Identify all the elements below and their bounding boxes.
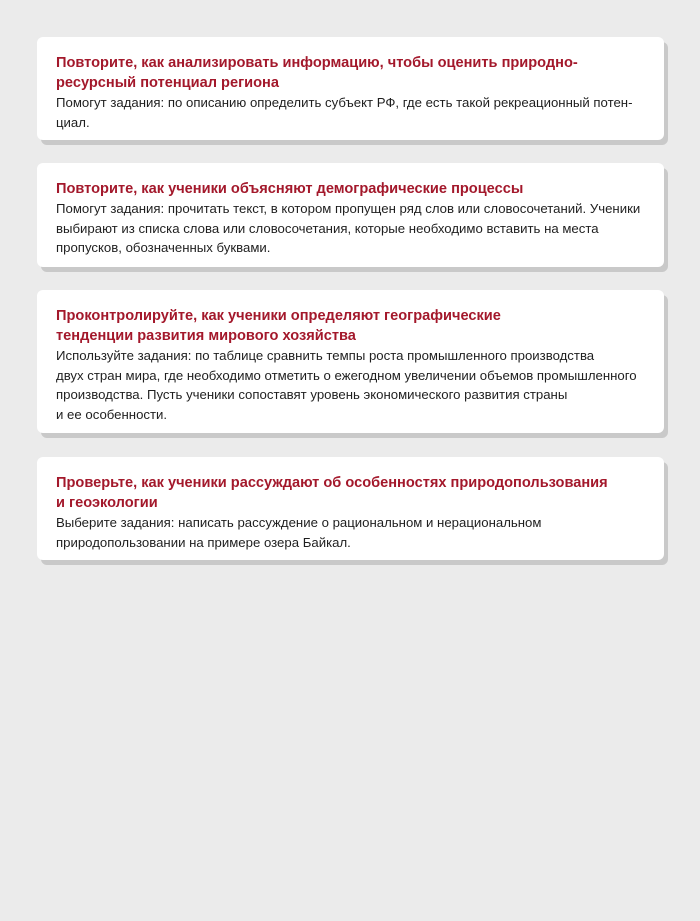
tip-card-world-economy (37, 290, 664, 433)
card-text-line: Используйте задания: по таблице сравнить темпы роста промышленного производства (56, 348, 595, 363)
card-text-line: выбирают из списка слова или словосочетания, которые необходимо вставить на места (56, 220, 599, 236)
card-title (56, 179, 638, 199)
card-text-line: Помогут задания: по описанию определить субъект РФ, где есть такой рекреационный потен- (56, 95, 633, 110)
card-text-line: Помогут задания: прочитать текст, в котором пропущен ряд слов или словосочетаний. Ученики (56, 201, 641, 216)
card-title-line: Проконтролируйте, как ученики определяют географические (56, 308, 501, 324)
card-text-line: природопользовании на примере озера Байкал. (56, 534, 351, 550)
card-title-line: Повторите, как анализировать информацию, чтобы оценить природно- (56, 55, 578, 71)
card-text-line: циал. (56, 114, 90, 130)
card-text-line: двух стран мира, где необходимо отметить о ежегодном увеличении объемов промышленного (56, 367, 637, 383)
card-title-line: Повторите, как ученики объясняют демографические процессы (56, 181, 524, 197)
tip-card-resource-potential (37, 37, 664, 140)
tip-card-geoecology (37, 457, 664, 560)
card-text (56, 93, 638, 132)
card-text-line: и ее особенности. (56, 406, 168, 422)
card-title-line: Проверьте, как ученики рассуждают об особенностях природопользования (56, 475, 608, 491)
card-title-line: тенденции развития мирового хозяйства (56, 328, 356, 344)
card-title-line: и геоэкологии (56, 495, 158, 511)
card-text (56, 346, 638, 424)
card-title (56, 53, 638, 93)
card-text-line: пропусков, обозначенных буквами. (56, 240, 271, 255)
card-text-line: производства. Пусть ученики сопоставят уровень экономического развития страны (56, 387, 568, 402)
card-text-line: Выберите задания: написать рассуждение о рациональном и нерациональном (56, 515, 542, 530)
card-text (56, 513, 638, 552)
tip-card-demographics (37, 163, 664, 267)
card-text (56, 199, 641, 258)
card-title (56, 306, 638, 346)
card-title (56, 473, 638, 513)
card-title-line: ресурсный потенциал региона (56, 75, 279, 91)
